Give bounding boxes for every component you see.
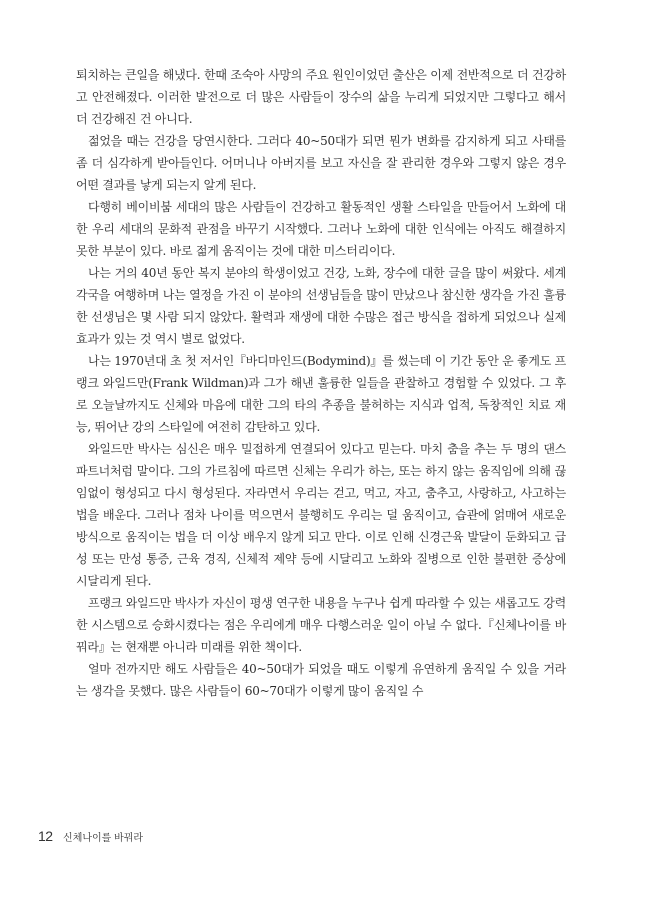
- paragraph: 프랭크 와일드만 박사가 자신이 평생 연구한 내용을 누구나 쉽게 따라할 수 있는 새롭고도 강력한 시스템으로 승화시켰다는 점은 우리에게 매우 다행스러운 일이 아닐 수 없다.『신체나이를 바꿔라』는 현재뿐 아니라 미래를 위한 책이다.: [76, 596, 566, 654]
- paragraph: 나는 1970년대 초 첫 저서인『바디마인드(Bodymind)』를 썼는데 이 기간 동안 운 좋게도 프랭크 와일드만(Frank Wildman)과 그가 해낸 훌륭한 일들을 관찰하고 경험할 수 있었다. 그 후로 오늘날까지도 신체와 마음에 대한 그의 타의 추종을 불허하는 지식과 업적, 독창적인 치료 재능, 뛰어난 강의 스타일에 여전히 감탄하고 있다.: [76, 354, 566, 434]
- paragraph: 나는 거의 40년 동안 복지 분야의 학생이었고 건강, 노화, 장수에 대한 글을 많이 써왔다. 세계 각국을 여행하며 나는 열정을 가진 이 분야의 선생님들을 많이 만났으나 참신한 생각을 가진 훌륭한 선생님은 몇 사람 되지 않았다. 활력과 재생에 대한 수많은 접근 방식을 접하게 되었으나 실제 효과가 있는 것 역시 별로 없었다.: [76, 266, 566, 346]
- page-number: 12: [38, 828, 53, 844]
- body-text: [76, 64, 566, 702]
- paragraph: 다행히 베이비붐 세대의 많은 사람들이 건강하고 활동적인 생활 스타일을 만들어서 노화에 대한 우리 세대의 문화적 관점을 바꾸기 시작했다. 그러나 노화에 대한 인식에는 아직도 해결하지 못한 부분이 있다. 바로 젊게 움직이는 것에 대한 미스터리이다.: [76, 200, 566, 258]
- running-title: 신체나이를 바꿔라: [63, 833, 144, 844]
- paragraph: 와일드만 박사는 심신은 매우 밀접하게 연결되어 있다고 믿는다. 마치 춤을 추는 두 명의 댄스 파트너처럼 말이다. 그의 가르침에 따르면 신체는 우리가 하는, 또는 하지 않는 움직임에 의해 끊임없이 형성되고 다시 형성된다. 자라면서 우리는 걷고, 먹고, 자고, 춤추고, 사랑하고, 사고하는 법을 배운다. 그러나 점차 나이를 먹으면서 불행히도 우리는 덜 움직이고, 습관에 얽매여 새로운 방식으로 움직이는 법을 더 이상 배우지 않게 되고 만다. 이로 인해 신경근육 발달이 둔화되고 급성 또는 만성 통증, 근육 경직, 신체적 제약 등에 시달리고 노화와 질병으로 인한 불편한 증상에 시달리게 된다.: [76, 442, 566, 588]
- paragraph: 젊었을 때는 건강을 당연시한다. 그러다 40~50대가 되면 뭔가 변화를 감지하게 되고 사태를 좀 더 심각하게 받아들인다. 어머니나 아버지를 보고 자신을 잘 관리한 경우와 그렇지 않은 경우 어떤 결과를 낳게 되는지 알게 된다.: [76, 134, 566, 192]
- paragraph: 퇴치하는 큰일을 해냈다. 한때 조숙아 사망의 주요 원인이었던 출산은 이제 전반적으로 더 건강하고 안전해졌다. 이러한 발전으로 더 많은 사람들이 장수의 삶을 누리게 되었지만 그렇다고 해서 더 건강해진 건 아니다.: [76, 68, 566, 126]
- page-footer: [38, 828, 143, 846]
- paragraph: 얼마 전까지만 해도 사람들은 40~50대가 되었을 때도 이렇게 유연하게 움직일 수 있을 거라는 생각을 못했다. 많은 사람들이 60~70대가 이렇게 많이 움직일 수: [76, 662, 566, 698]
